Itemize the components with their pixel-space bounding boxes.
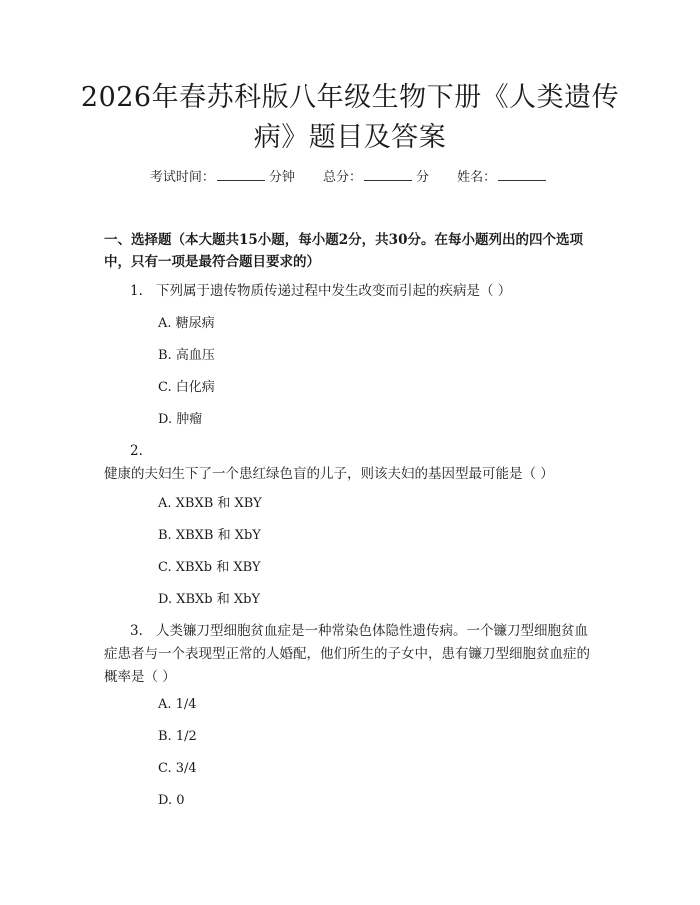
question-1	[104, 280, 600, 303]
question-text: 人类镰刀型细胞贫血症是一种常染色体隐性遗传病。一个镰刀型细胞贫血症患者与一个表现型正常的人婚配，他们所生的子女中，患有镰刀型细胞贫血症的概率是（ ）	[104, 623, 590, 685]
exam-meta	[0, 168, 700, 187]
student-name-label: 姓名：	[457, 170, 497, 185]
question-3-option-a: A. 1/4	[158, 697, 197, 712]
question-1-option-b: B. 高血压	[158, 348, 215, 363]
question-3-option-b: B. 1/2	[158, 729, 197, 744]
question-3-option-d: D. 0	[158, 793, 185, 808]
question-1-option-c: C. 白化病	[158, 380, 215, 395]
question-2-option-b: B. XBXB 和 XbY	[158, 528, 261, 543]
total-score	[323, 170, 433, 185]
question-number: 1.	[130, 283, 143, 299]
exam-time-label: 考试时间：	[149, 170, 215, 185]
question-number: 2.	[130, 443, 143, 459]
question-2-option-d: D. XBXb 和 XbY	[158, 592, 261, 607]
question-1-option-a: A. 糖尿病	[158, 316, 215, 331]
student-name	[457, 170, 550, 185]
total-score-label: 总分：	[322, 170, 362, 185]
student-name-blank	[498, 168, 546, 181]
question-text: 下列属于遗传物质传递过程中发生改变而引起的疾病是（ ）	[156, 283, 512, 299]
question-3	[104, 620, 600, 689]
exam-time-unit: 分钟	[268, 170, 295, 185]
exam-time	[150, 170, 299, 185]
question-text: 健康的夫妇生下了一个患红绿色盲的儿子，则该夫妇的基因型最可能是（ ）	[104, 466, 554, 482]
question-2-option-a: A. XBXB 和 XBY	[158, 496, 262, 511]
total-score-blank	[364, 168, 412, 181]
question-2	[104, 440, 600, 486]
section-heading: 一、选择题（本大题共15小题，每小题2分，共30分。在每小题列出的四个选项中，只有一项是最符合题目要求的）	[104, 232, 583, 270]
exam-time-blank	[217, 168, 265, 181]
question-2-option-c: C. XBXb 和 XBY	[158, 560, 261, 575]
question-3-option-c: C. 3/4	[158, 761, 197, 776]
question-1-option-d: D. 肿瘤	[158, 412, 203, 427]
total-score-unit: 分	[416, 170, 430, 185]
page-title: 2026年春苏科版八年级生物下册《人类遗传病》题目及答案	[80, 82, 620, 153]
question-number: 3.	[130, 623, 143, 639]
